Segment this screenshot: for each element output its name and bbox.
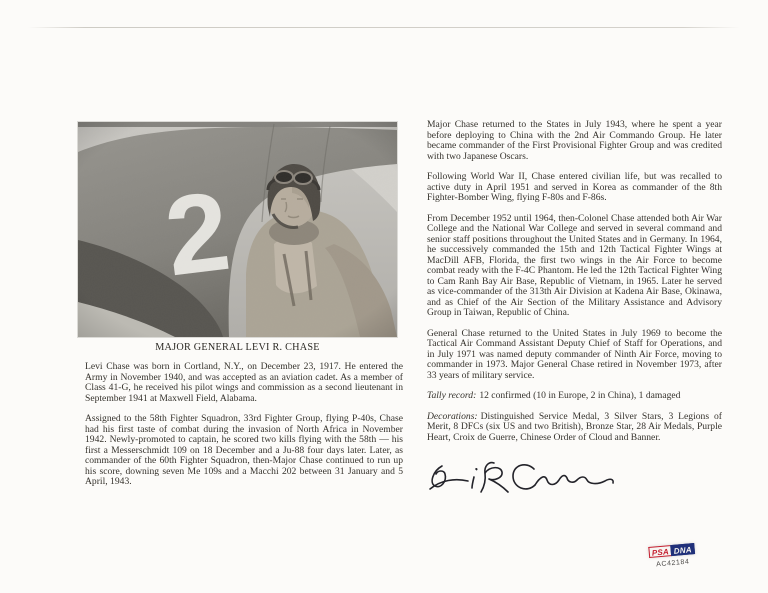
bio-paragraph: General Chase returned to the United States in July 1969 to become the Tactical Air Command Assistant Deputy Chief of Staff for Operations, and in July 1971 was named deputy commander of Ninth Air Force, moving to commander in 1973. Major General Chase retired in November 1973, after 33 years of military service. [427, 327, 722, 381]
autograph-signature [426, 454, 618, 500]
bio-paragraph: Levi Chase was born in Cortland, N.Y., on December 23, 1917. He entered the Army in November 1940, and was accepted as an aviation cadet. As a member of Class 41-G, he received his pilot wings and commission as a second lieutenant in September 1941 at Maxwell Field, Alabama. [85, 361, 403, 404]
tally-record-value: 12 confirmed (10 in Europe, 2 in China), 1 damaged [479, 390, 681, 401]
tally-record-label: Tally record: [427, 390, 477, 401]
tally-record-line [427, 391, 722, 402]
page-top-edge [28, 27, 740, 28]
certification-number: AC42184 [655, 558, 690, 569]
photo-caption: MAJOR GENERAL LEVI R. CHASE [155, 342, 320, 353]
decorations-label: Decorations: [427, 410, 478, 422]
psa-logo-text: PSA [648, 545, 671, 558]
right-text-column [427, 120, 722, 453]
bio-paragraph: Major Chase returned to the States in July 1943, where he spent a year before deploying to China with the 2nd Air Commando Group. He later became commander of the First Provisional Fighter Group and was credited with two Japanese Oscars. [427, 119, 722, 162]
bio-paragraph: From December 1952 until 1964, then-Colonel Chase attended both Air War College and the National War College and served in several command and senior staff positions throughout the United States and in Germany. In 1964, he successively commanded the 15th and 12th Tactical Fighter Wings at MacDill AFB, Florida, the first two wings in the Air Force to become combat ready with the F-4C Phantom. He led the 12th Tactical Fighter Wing to Cam Ranh Bay Air Base, Republic of Vietnam, in 1965. Later he served as vice-commander of the 313th Air Division at Kadena Air Base, Okinawa, and as Chief of the Air Section of the Military Assistance and Advisory Group in Taiwan, Republic of China. [427, 212, 722, 318]
bio-paragraph: Following World War II, Chase entered civilian life, but was recalled to active duty in April 1951 and served in Korea as commander of the 8th Fighter-Bomber Wing, flying F-80s and F-86s. [427, 171, 722, 203]
pilot-photo-illustration [78, 122, 397, 337]
dna-logo-text: DNA [670, 543, 695, 556]
decorations-line [427, 412, 722, 444]
psa-dna-logo [648, 543, 695, 558]
pilot-photograph [78, 122, 397, 337]
psa-dna-authentication-sticker [645, 539, 699, 569]
decorations-value: Distinguished Service Medal, 3 Silver Stars, 3 Legions of Merit, 8 DFCs (six US and two British), Bronze Star, 28 Air Medals, Purple Heart, Croix de Guerre, Chinese Order of Cloud and Banner. [427, 410, 722, 443]
bio-paragraph: Assigned to the 58th Fighter Squadron, 33rd Fighter Group, flying P-40s, Chase had his first taste of combat during the invasion of North Africa in November 1942. Newly-promoted to captain, he scored two kills flying with the 58th — his first a Messerschmidt 109 on 18 December and a Ju-88 four days later. Later, as commander of the 60th Fighter Squadron, then-Major Chase continued to run up his score, downing seven Me 109s and a Macchi 202 between 31 January and 5 April, 1943. [85, 413, 403, 487]
left-text-column [85, 362, 403, 498]
